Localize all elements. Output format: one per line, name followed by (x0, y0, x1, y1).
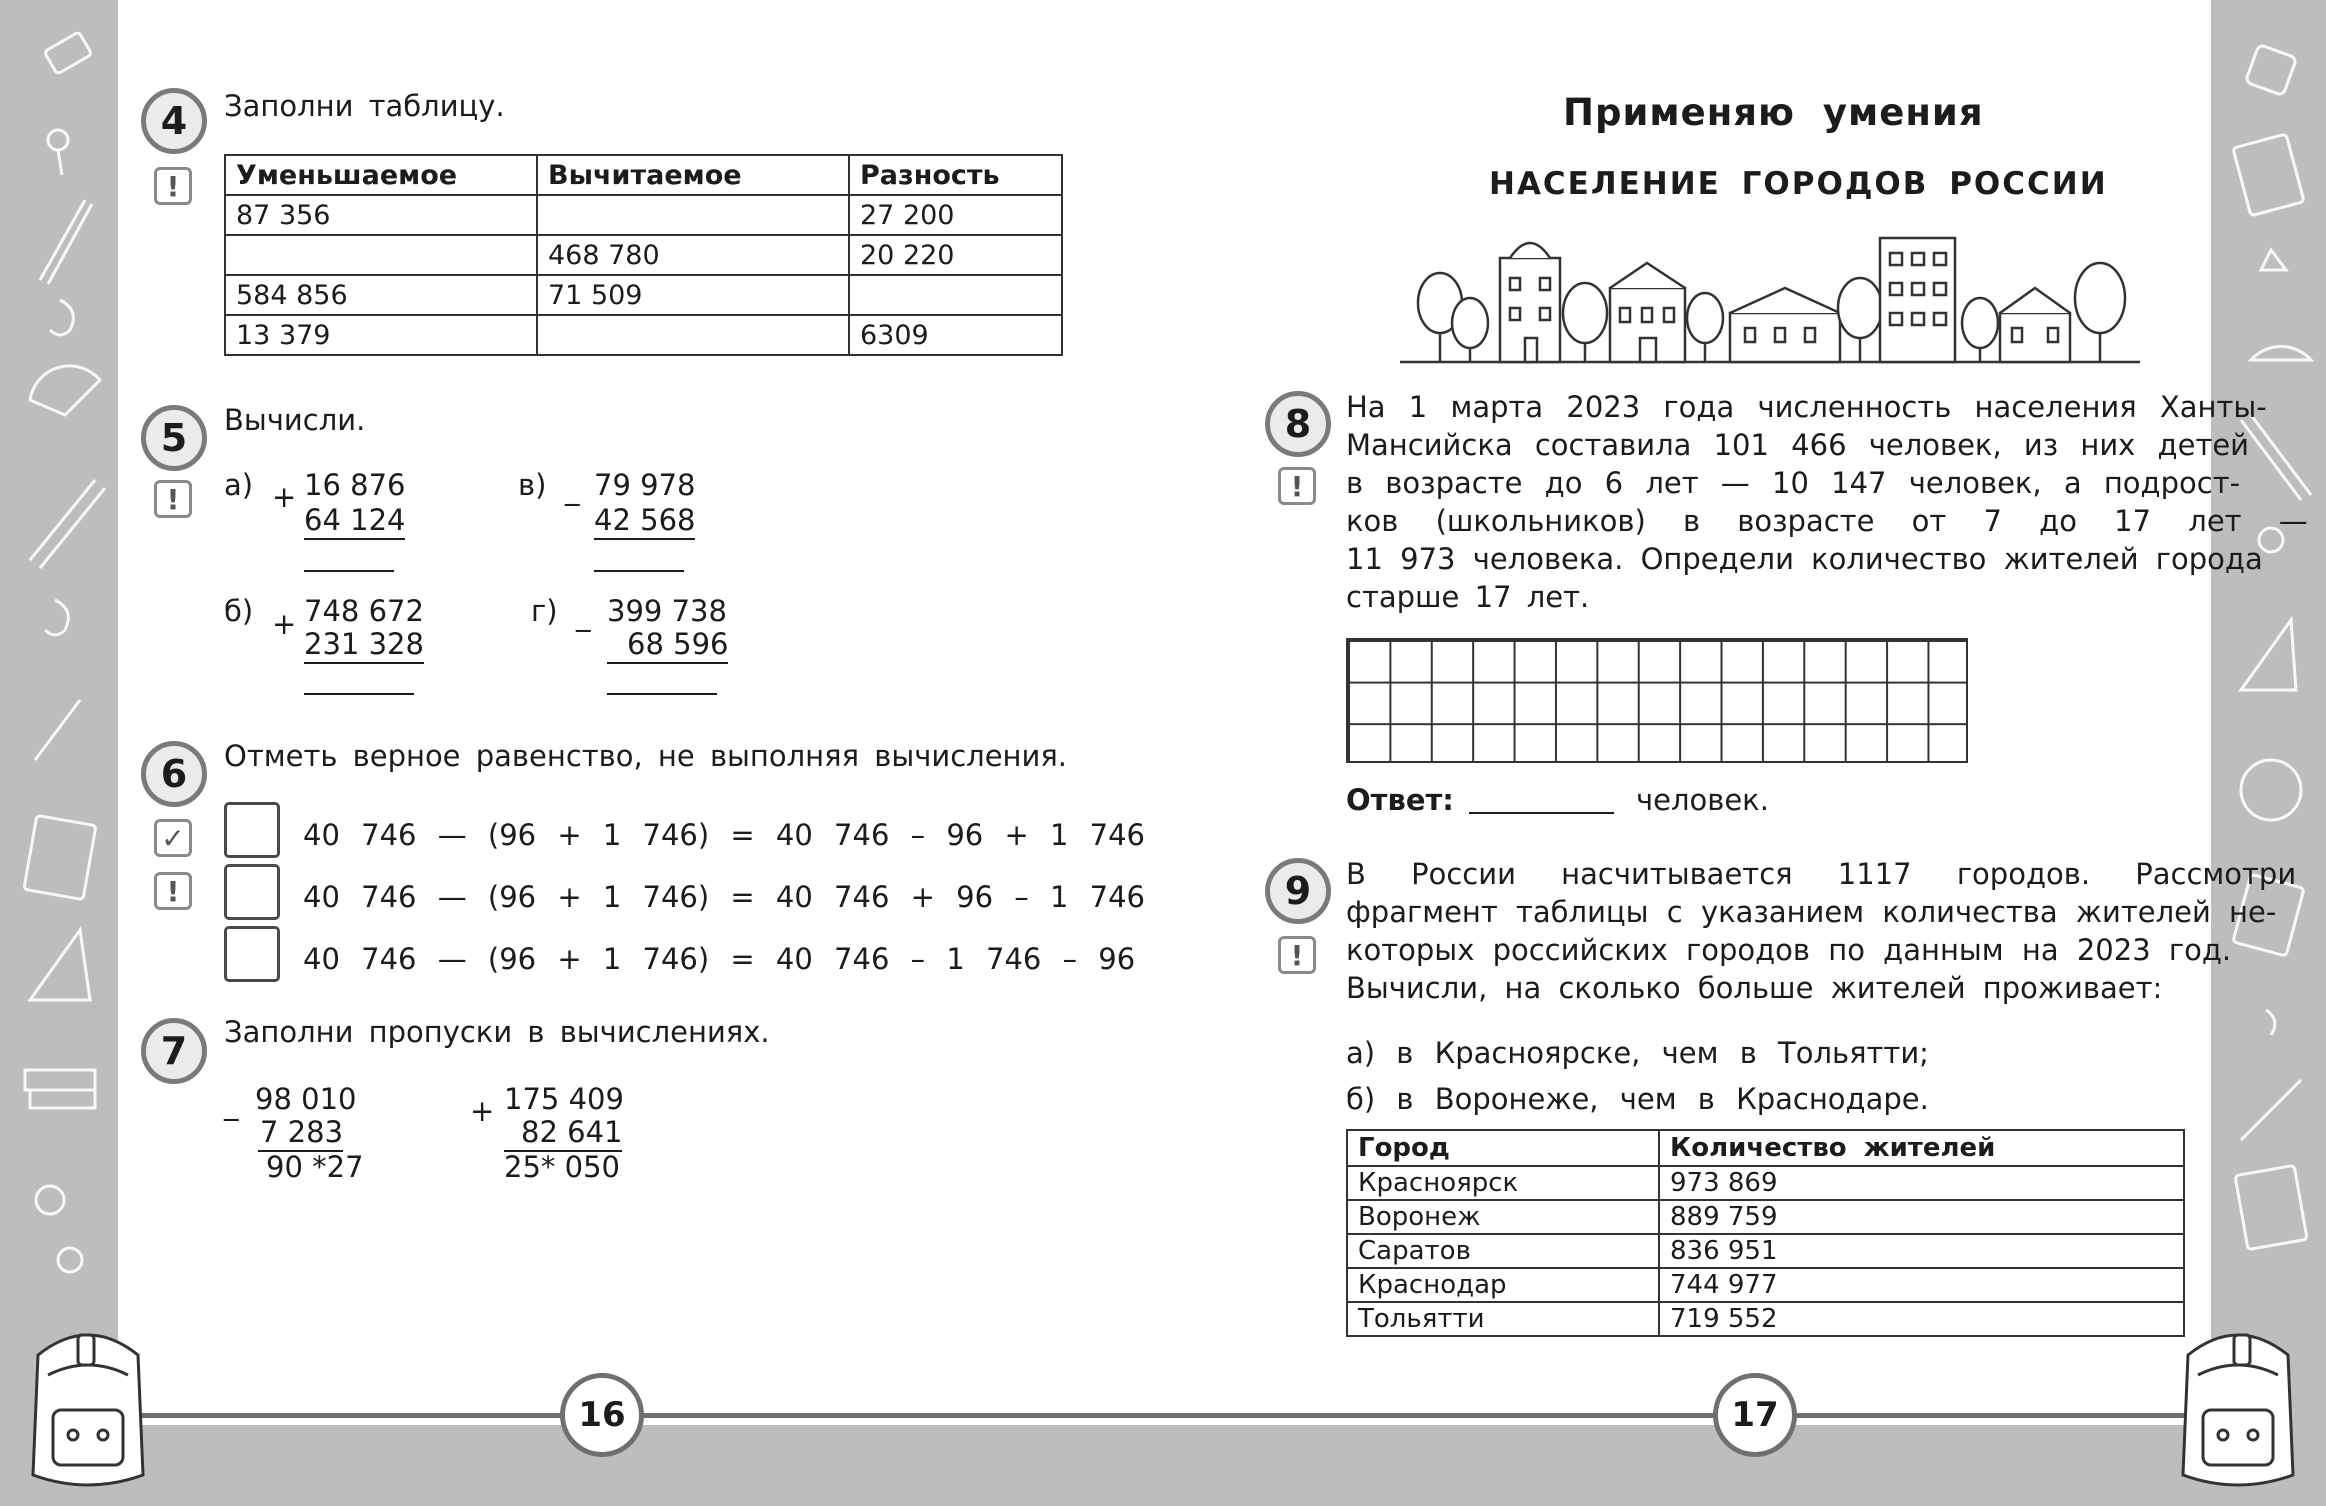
task-5v-answer-line[interactable] (594, 570, 684, 572)
table-row (225, 315, 1062, 355)
task-4-text: Заполни таблицу. (224, 89, 505, 123)
table-header: Вычитаемое (537, 155, 849, 195)
task-6-option-1: 40 746 — (96 + 1 746) = 40 746 – 96 + 1 746 (303, 818, 1145, 852)
table-row (225, 275, 1062, 315)
left-doodle-border (0, 0, 118, 1425)
task-6-option-3: 40 746 — (96 + 1 746) = 40 746 – 1 746 – 96 (303, 942, 1136, 976)
city-skyline-illustration (1400, 228, 2140, 370)
right-doodle-border (2211, 0, 2326, 1425)
task-8-line-5: 11 973 человека. Определи количество жителей города (1346, 542, 2263, 576)
table-header: Уменьшаемое (225, 155, 537, 195)
task-9-table (1346, 1129, 2185, 1337)
table-cell: 13 379 (225, 315, 537, 355)
task-5v-sign: _ (565, 472, 580, 506)
task-5b-bottom: 231 328 (304, 630, 424, 664)
table-cell-blank[interactable] (537, 315, 849, 355)
task-6-attention-icon: ! (154, 872, 192, 910)
right-page-title: Применяю умения (1563, 91, 1984, 134)
task-8-answer-line[interactable] (1469, 812, 1614, 814)
table-cell: 973 869 (1659, 1166, 2184, 1200)
task-8-line-6: старше 17 лет. (1346, 580, 1590, 614)
table-header: Разность (849, 155, 1062, 195)
task-7-number: 7 (141, 1018, 207, 1084)
page-number-right: 17 (1713, 1373, 1797, 1457)
task-5g-answer-line[interactable] (607, 693, 717, 695)
table-cell-blank[interactable] (225, 235, 537, 275)
task-9-line-4: Вычисли, на сколько больше жителей проживает: (1346, 971, 2163, 1005)
table-cell: 6309 (849, 315, 1062, 355)
task-6-option-2: 40 746 — (96 + 1 746) = 40 746 + 96 – 1 746 (303, 880, 1145, 914)
task-9-line-2: фрагмент таблицы с указанием количества жителей не- (1346, 895, 2277, 929)
table-cell: 744 977 (1659, 1268, 2184, 1302)
task-5-text: Вычисли. (224, 403, 366, 437)
task-9-item-a: а) в Красноярске, чем в Тольятти; (1346, 1036, 1929, 1070)
task-8-line-2: Мансийска составила 101 466 человек, из них детей (1346, 428, 2250, 462)
table-row (1347, 1200, 2184, 1234)
bottom-rule (118, 1413, 2211, 1418)
table-cell: 87 356 (225, 195, 537, 235)
task-9-line-3: которых российских городов по данным на 2023 год. (1346, 933, 2232, 967)
task-5-number: 5 (141, 405, 207, 471)
task-8-answer-grid[interactable] (1346, 638, 1968, 763)
table-cell: Воронеж (1347, 1200, 1659, 1234)
task-5b-top: 748 672 (304, 594, 424, 628)
task-5a-bottom: 64 124 (304, 506, 405, 540)
table-cell: 836 951 (1659, 1234, 2184, 1268)
table-row (225, 195, 1062, 235)
table-cell: 71 509 (537, 275, 849, 315)
task-6-option-3-checkbox[interactable] (224, 926, 280, 982)
table-cell: 468 780 (537, 235, 849, 275)
task-5v-top: 79 978 (594, 468, 696, 502)
task-4-number: 4 (141, 88, 207, 154)
task-7a-top: 98 010 (255, 1082, 357, 1116)
task-7b-result[interactable]: 25* 050 (504, 1150, 620, 1184)
task-5v-label: в) (518, 468, 547, 502)
task-7-text: Заполни пропуски в вычислениях. (224, 1015, 770, 1049)
table-row (225, 235, 1062, 275)
task-9-attention-icon: ! (1278, 936, 1316, 974)
task-5b-label: б) (224, 594, 254, 628)
table-cell: 20 220 (849, 235, 1062, 275)
task-8-attention-icon: ! (1278, 467, 1316, 505)
table-cell: Красноярск (1347, 1166, 1659, 1200)
task-6-text: Отметь верное равенство, не выполняя вычисления. (224, 739, 1068, 773)
table-cell-blank[interactable] (849, 275, 1062, 315)
task-5b-answer-line[interactable] (304, 693, 414, 695)
task-7b-sign: + (470, 1094, 495, 1128)
task-5g-top: 399 738 (607, 594, 727, 628)
task-5a-top: 16 876 (304, 468, 406, 502)
task-5g-sign: _ (576, 598, 591, 632)
task-9-item-b: б) в Воронеже, чем в Краснодаре. (1346, 1082, 1929, 1116)
task-6-check-icon: ✓ (154, 819, 192, 857)
task-7a-sign: _ (224, 1087, 239, 1121)
task-8-number: 8 (1265, 391, 1331, 457)
table-header: Город (1347, 1130, 1659, 1166)
task-6-option-1-checkbox[interactable] (224, 802, 280, 858)
task-7b-bottom: 82 641 (504, 1118, 622, 1152)
table-row (1347, 1268, 2184, 1302)
task-7b-top: 175 409 (504, 1082, 624, 1116)
task-5a-answer-line[interactable] (304, 570, 394, 572)
task-9-line-1: В России насчитывается 1117 городов. Рассмотри (1346, 857, 2297, 891)
task-5v-bottom: 42 568 (594, 506, 695, 540)
table-cell: Краснодар (1347, 1268, 1659, 1302)
task-5a-sign: + (272, 480, 297, 514)
task-5-attention-icon: ! (154, 480, 192, 518)
table-cell: 889 759 (1659, 1200, 2184, 1234)
table-cell: 27 200 (849, 195, 1062, 235)
task-8-answer-label: Ответ: (1346, 783, 1454, 817)
table-row (1347, 1166, 2184, 1200)
table-cell: 584 856 (225, 275, 537, 315)
task-8-answer-unit: человек. (1636, 783, 1769, 817)
table-cell: Тольятти (1347, 1302, 1659, 1336)
task-7a-bottom: 7 283 (258, 1118, 343, 1152)
table-cell-blank[interactable] (537, 195, 849, 235)
table-header: Количество жителей (1659, 1130, 2184, 1166)
task-9-number: 9 (1265, 858, 1331, 924)
backpack-right-illustration (2168, 1315, 2308, 1499)
task-4-table (224, 154, 1063, 356)
task-4-attention-icon: ! (154, 167, 192, 205)
table-row (1347, 1234, 2184, 1268)
table-row (1347, 1302, 2184, 1336)
task-5a-label: а) (224, 468, 254, 502)
task-6-option-2-checkbox[interactable] (224, 864, 280, 920)
table-cell: Саратов (1347, 1234, 1659, 1268)
right-page-subtitle: НАСЕЛЕНИЕ ГОРОДОВ РОССИИ (1489, 166, 2108, 202)
backpack-left-illustration (18, 1315, 158, 1499)
page-number-left: 16 (560, 1373, 644, 1457)
task-7a-result[interactable]: 90 *27 (266, 1150, 364, 1184)
table-cell: 719 552 (1659, 1302, 2184, 1336)
task-8-line-4: ков (школьников) в возрасте от 7 до 17 лет — (1346, 504, 2308, 538)
task-8-line-1: На 1 марта 2023 года численность населения Ханты- (1346, 390, 2267, 424)
task-6-number: 6 (141, 741, 207, 807)
task-5b-sign: + (272, 607, 297, 641)
task-8-line-3: в возрасте до 6 лет — 10 147 человек, а подрост- (1346, 466, 2241, 500)
task-5g-label: г) (531, 594, 558, 628)
task-5g-bottom: 68 596 (607, 630, 728, 664)
